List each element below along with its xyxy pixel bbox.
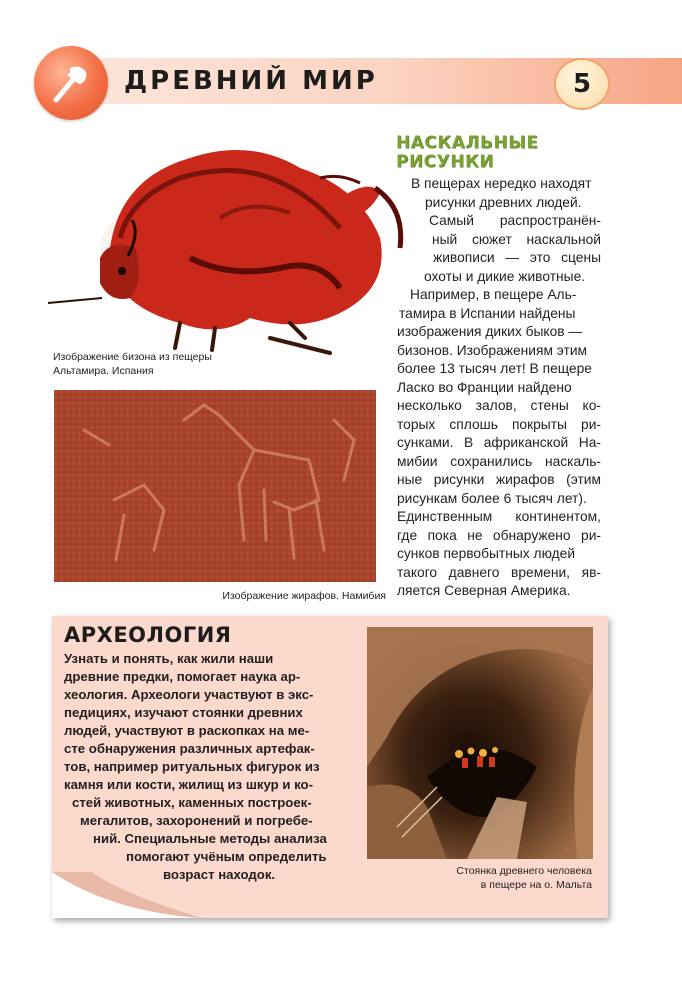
archaeology-line: возраст находок. <box>163 867 276 882</box>
malta-cave-photo <box>367 627 593 859</box>
bison-caption <box>53 350 283 378</box>
caption-line: Альтамира. Испания <box>53 365 154 377</box>
article-title-line: НАСКАЛЬНЫЕ <box>396 133 539 153</box>
archaeology-line: сте обнаружения различных артефак- <box>64 741 315 756</box>
archaeology-line: древние предки, помогает наука ар- <box>64 669 301 684</box>
article-title-line: РИСУНКИ <box>396 152 495 172</box>
article-line: сунками. В африканской На- <box>397 435 601 450</box>
stone-axe-icon <box>34 46 108 120</box>
article-line: охоты и дикие животные. <box>424 269 586 284</box>
article-line: живописи — это сцены <box>433 250 601 265</box>
section-title: ДРЕВНИЙ МИР <box>124 66 378 96</box>
article-line: Например, в пещере Аль- <box>410 287 577 302</box>
article-line: рисунки древних людей. <box>425 195 582 210</box>
caption-line: в пещере на о. Мальта <box>480 879 592 891</box>
article-line: такого давнего времени, яв- <box>397 565 601 580</box>
article-line: В пещерах нередко находят <box>411 176 592 191</box>
giraffe-caption: Изображение жирафов. Намибия <box>222 590 386 602</box>
article-line: бизонов. Изображениям этим <box>397 343 588 358</box>
giraffe-rock-art-image <box>54 390 376 582</box>
article-line: Единственным континентом, <box>397 509 601 524</box>
bison-cave-painting-image <box>40 138 412 358</box>
article-line: Ласко во Франции найдено <box>397 380 572 395</box>
article-line: несколько залов, стены ко- <box>397 398 601 413</box>
archaeology-line: мегалитов, захоронений и погребе- <box>80 813 313 828</box>
archaeology-title: АРХЕОЛОГИЯ <box>64 623 232 647</box>
caption-line: Стоянка древнего человека <box>456 865 592 877</box>
archaeology-line: ний. Специальные методы анализа <box>93 831 327 846</box>
archaeology-line: хеология. Археологи участвуют в экс- <box>64 687 314 702</box>
article-line: сунков первобытных людей <box>397 546 576 561</box>
article-line: Самый распространён- <box>429 213 601 228</box>
archaeology-line: людей, участвуют в раскопках на ме- <box>64 723 310 738</box>
article-line: более 13 тысяч лет! В пещере <box>397 361 592 376</box>
article-line: торых сплошь покрыты ри- <box>397 417 601 432</box>
archaeology-line: камня или кости, жилищ из шкур и ко- <box>64 777 313 792</box>
article-title <box>396 134 538 172</box>
archaeology-line: тов, например ритуальных фигурок из <box>64 759 320 774</box>
article-line: рисункам более 6 тысяч лет). <box>397 491 587 506</box>
article-line: ляется Северная Америка. <box>397 583 571 598</box>
archaeology-line: Узнать и понять, как жили наши <box>64 651 274 666</box>
archaeology-line: помогают учёным определить <box>126 849 327 864</box>
archaeology-line: педициях, изучают стоянки древних <box>64 705 303 720</box>
article-line: ные рисунки жирафов (этим <box>397 472 601 487</box>
cave-caption <box>420 864 592 892</box>
article-line: мибии сохранились наскаль- <box>397 454 601 469</box>
archaeology-line: стей животных, каменных построек- <box>72 795 312 810</box>
page-number: 5 <box>554 58 610 110</box>
article-line: ный сюжет наскальной <box>432 232 601 247</box>
article-line: где пока не обнаружено ри- <box>397 528 601 543</box>
caption-line: Изображение бизона из пещеры <box>53 351 212 363</box>
article-line: тамира в Испании найдены <box>399 306 576 321</box>
article-line: изображения диких быков — <box>397 324 583 339</box>
